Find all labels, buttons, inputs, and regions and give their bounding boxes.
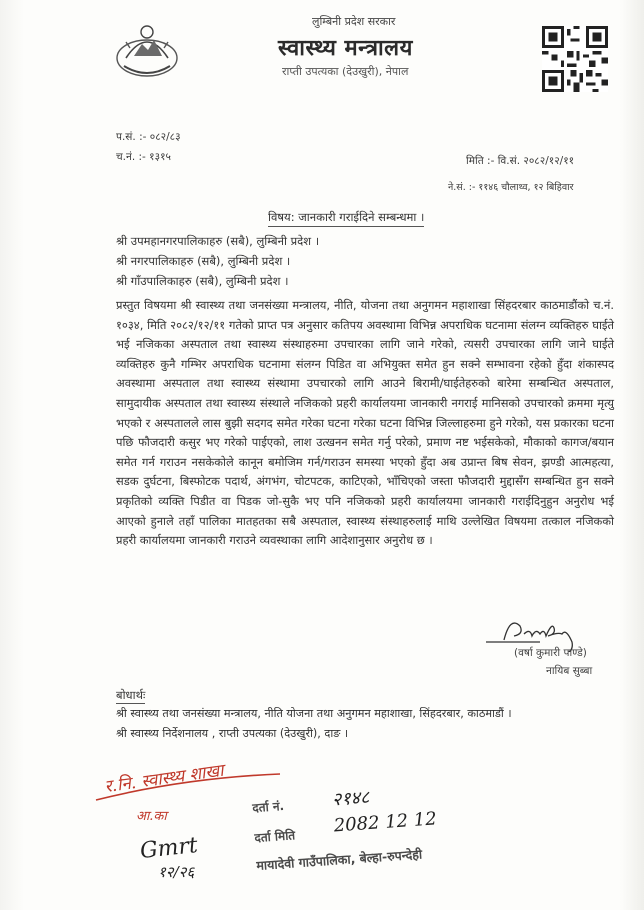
signatory-post: नायिब सुब्बा <box>546 665 593 677</box>
addressee-line: श्री गाँउपालिकाहरु (सबै), लुम्बिनी प्रदेश । <box>116 274 289 288</box>
addressee-line: श्री उपमहानगरपालिकाहरु (सबै), लुम्बिनी प्रदेश । <box>116 234 320 248</box>
qr-code-icon <box>542 26 608 92</box>
darta-date-value: 2082 12 12 <box>333 808 438 837</box>
stamp-office: मायादेवी गाउँपालिका, बेल्हा-रुपन्देही <box>255 846 423 873</box>
addressee-line: श्री नगरपालिकाहरु (सबै), लुम्बिनी प्रदेश । <box>116 254 291 268</box>
letter-subject: विषय: जानकारी गराईदिने सम्बन्धमा । <box>268 210 424 227</box>
letter-body: प्रस्तुत विषयमा श्री स्वास्थ्य तथा जनसंख्या मन्त्रालय, नीति, योजना तथा अनुगमन महाशाखा सिंहदरबार काठमाडौंको च.नं. १०३४, मिति २०८२/१२/११ गतेको प्राप्त पत्र अनुसार कतिपय अवस्थामा विभिन्न अपराधिक घटनामा संलग्न व्यक्तिहरु घाईते भई नजिकका अस्पताल तथा स्वास्थ्य संस्थाहरुमा उपचारका लागि जाने गरेको, त्यसरी उपचारका लागि जाने घाईते व्यक्तिहरु कुनै गम्भिर अपराधिक घटनामा संलग्न पिडित वा अभियुक्त समेत हुन सक्ने सम्भावना रहेको हुँदा शंकास्पद अवस्थामा अस्पताल तथा स्वास्थ्य संस्थामा उपचारको लागि आउने बिरामी/घाईतेहरुको बारेमा सम्बन्धित अस्पताल, सामुदायीक अस्पताल तथा स्वास्थ्य संस्थाले नजिकको प्रहरी कार्यालयमा जानकारी नगराई मानिसको उपचारको क्रममा मृत्यु भएको र अस्पतालले लास बुझी सदगद समेत गरेका घटना गरेका घटना विभिन्न जिल्लाहरुमा हुने गरेको, यस प्रकारका घटना पछि फौजदारी कसुर भए गरेको पाईएको, लाश उत्खनन समेत गर्नु परेको, प्रमाण नष्ट भईसकेको, मौकाको कागज/बयान समेत गर्न गराउन नसकेकोले कानून बमोजिम गर्न/गराउन समस्या भएको हुँदा अब उप्रान्त बिष सेवन, झण्डी आत्महत्या, सडक दुर्घटना, बिस्फोटक पदार्थ, अंगभंग, चोटपटक, काटिएको, भाँचिएको जस्ता फौजदारी मुद्दासँग सम्बन्धित हुन सक्ने प्रकृतिको व्यक्ति पिडीत वा पिडक जो-सुकै भए पनि नजिकको प्रहरी कार्यालयमा जानकारी गराईदिनुहुन अनुरोध भई आएको हुनाले तहाँ पालिका मातहतका सबै अस्पताल, स्वास्थ्य संस्थाहरुलाई माथि उल्लेखित विषयमा तत्काल नजिकको प्रहरी कार्यालयमा जानकारी गराउने व्यवस्थाका लागि आदेशानुसार अनुरोध छ । <box>116 298 614 548</box>
registration-stamp <box>251 773 517 881</box>
letter-date: मिति :- वि.सं. २०८२/१२/११ <box>466 155 575 167</box>
dispatch-number: च.नं. :- १३१५ <box>116 151 172 163</box>
darta-date-label: दर्ता मिति <box>253 828 296 846</box>
handwritten-initial-date: १२/२६ <box>158 863 195 881</box>
handwritten-initial: Gmrt <box>138 833 199 864</box>
nepal-emblem-icon <box>112 18 182 80</box>
government-name: लुम्बिनी प्रदेश सरकार <box>312 15 396 28</box>
ministry-address: राप्ती उपत्यका (देउखुरी), नेपाल <box>282 65 409 78</box>
handwritten-red-sub: आ.का <box>136 809 167 824</box>
cc-item: श्री स्वास्थ्य तथा जनसंख्या मन्त्रालय, नीति योजना तथा अनुगमन महाशाखा, सिंहदरबार, काठमाडौं । <box>116 707 512 720</box>
darta-number-label: दर्ता नं. <box>251 798 285 816</box>
ministry-name: स्वास्थ्य मन्त्रालय <box>278 36 413 61</box>
signatory-name: (वर्षा कुमारी पाण्डे) <box>514 647 587 659</box>
nepal-sambat-date: ने.सं. :- ११४६ चौलाथ्व, १२ बिहिवार <box>448 182 574 193</box>
signature-text: Pandey <box>532 634 536 635</box>
cc-title: बोधार्थः <box>116 688 146 702</box>
handwritten-red-note: र.नि. स्वास्थ्य शाखा <box>103 760 225 798</box>
fiscal-year: प.सं. :- ०८२/८३ <box>116 131 181 143</box>
cc-item: श्री स्वास्थ्य निर्देशनालय , राप्ती उपत्यका (देउखुरी), दाङ । <box>116 727 349 740</box>
darta-number-value: २१४८ <box>331 786 371 811</box>
